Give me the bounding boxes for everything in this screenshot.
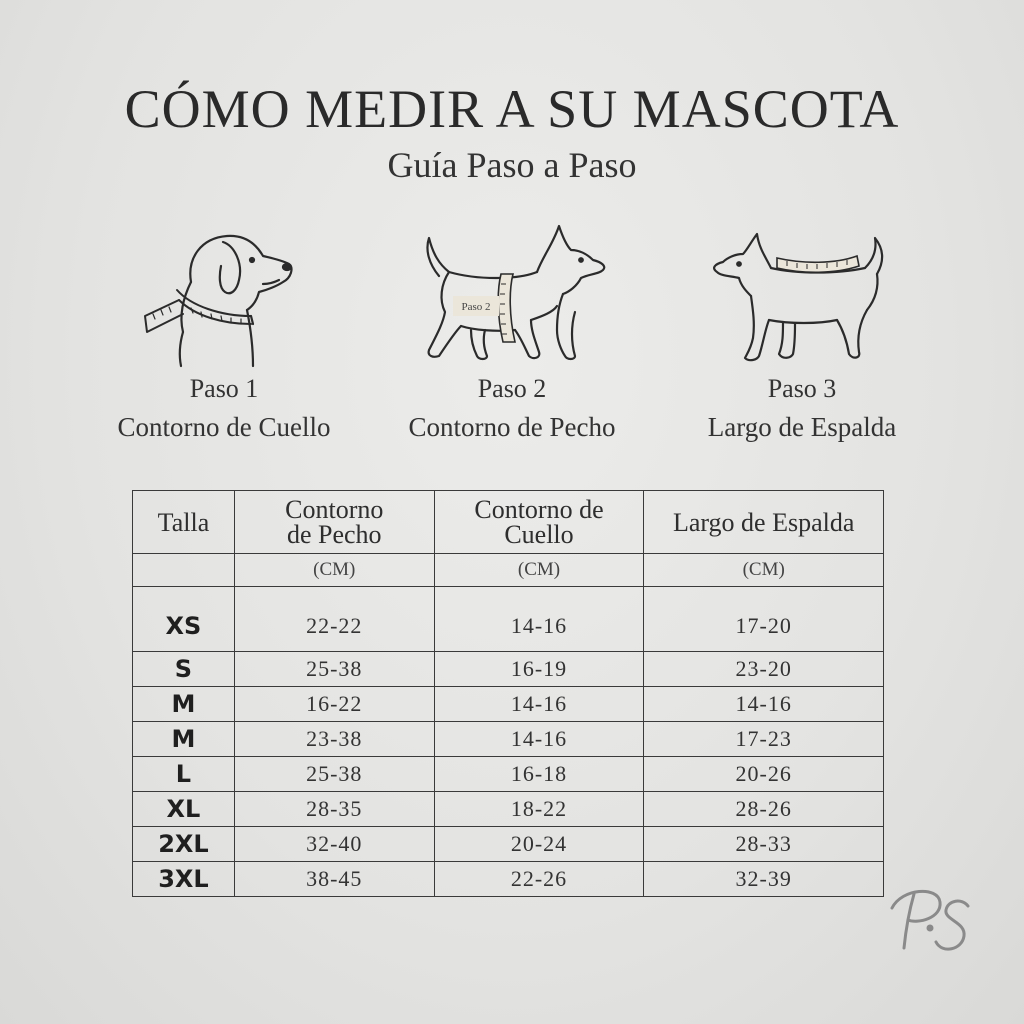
step-3 <box>652 220 952 443</box>
size-cell: 2XL <box>133 827 235 862</box>
dog-head-neck-tape-icon <box>139 220 309 368</box>
table-row <box>133 792 884 827</box>
header-chest <box>234 491 434 554</box>
size-cell: 3XL <box>133 862 235 897</box>
table-row <box>133 827 884 862</box>
neck-cell: 16-19 <box>434 652 644 687</box>
neck-cell: 18-22 <box>434 792 644 827</box>
table-row <box>133 722 884 757</box>
step-1-number: Paso 1 <box>189 374 259 403</box>
neck-cell: 22-26 <box>434 862 644 897</box>
chest-cell: 25-38 <box>234 757 434 792</box>
back-cell: 28-33 <box>644 827 884 862</box>
neck-cell: 14-16 <box>434 587 644 652</box>
neck-cell: 14-16 <box>434 722 644 757</box>
step-1-label: Contorno de Cuello <box>117 412 331 442</box>
units-row <box>133 554 884 587</box>
header-neck-line2: Cuello <box>504 520 574 549</box>
dog-back-tape-icon <box>707 220 897 368</box>
size-table <box>132 490 884 897</box>
size-cell: M <box>133 687 235 722</box>
back-cell: 32-39 <box>644 862 884 897</box>
units-back: (CM) <box>644 554 884 587</box>
ps-monogram-logo <box>882 878 982 968</box>
step-3-label: Largo de Espalda <box>707 412 897 442</box>
chest-cell: 22-22 <box>234 587 434 652</box>
table-row <box>133 687 884 722</box>
back-cell: 17-23 <box>644 722 884 757</box>
neck-cell: 20-24 <box>434 827 644 862</box>
back-cell: 20-26 <box>644 757 884 792</box>
chest-cell: 28-35 <box>234 792 434 827</box>
table-header-row <box>133 491 884 554</box>
chest-tape-text: Paso 2 <box>461 301 491 313</box>
back-cell: 23-20 <box>644 652 884 687</box>
units-neck: (CM) <box>434 554 644 587</box>
size-cell: XL <box>133 792 235 827</box>
step-1 <box>74 220 374 443</box>
size-cell: XS <box>133 587 235 652</box>
logo-text: P.S <box>931 966 933 967</box>
back-cell: 28-26 <box>644 792 884 827</box>
units-size <box>133 554 235 587</box>
dog-chest-tape-icon <box>417 220 607 368</box>
units-chest: (CM) <box>234 554 434 587</box>
chest-cell: 23-38 <box>234 722 434 757</box>
header-chest-line1: Contorno <box>285 495 384 524</box>
chest-cell: 38-45 <box>234 862 434 897</box>
table-row <box>133 652 884 687</box>
step-2-number: Paso 2 <box>477 374 547 403</box>
chest-cell: 25-38 <box>234 652 434 687</box>
size-cell: L <box>133 757 235 792</box>
size-cell: M <box>133 722 235 757</box>
page-title: CÓMO MEDIR A SU MASCOTA <box>124 79 900 139</box>
step-2-label: Contorno de Pecho <box>408 412 616 442</box>
table-row <box>133 862 884 897</box>
header-back: Largo de Espalda <box>644 491 884 554</box>
header-chest-line2: de Pecho <box>286 520 382 549</box>
chest-cell: 16-22 <box>234 687 434 722</box>
step-3-number: Paso 3 <box>767 374 837 403</box>
neck-cell: 16-18 <box>434 757 644 792</box>
size-cell: S <box>133 652 235 687</box>
neck-cell: 14-16 <box>434 687 644 722</box>
table-row <box>133 587 884 652</box>
back-cell: 14-16 <box>644 687 884 722</box>
back-cell: 17-20 <box>644 587 884 652</box>
table-row <box>133 757 884 792</box>
page-subtitle: Guía Paso a Paso <box>387 145 637 185</box>
step-2 <box>362 220 662 443</box>
header-neck <box>434 491 644 554</box>
chest-cell: 32-40 <box>234 827 434 862</box>
header-size: Talla <box>133 491 235 554</box>
header-neck-line1: Contorno de <box>474 495 604 524</box>
